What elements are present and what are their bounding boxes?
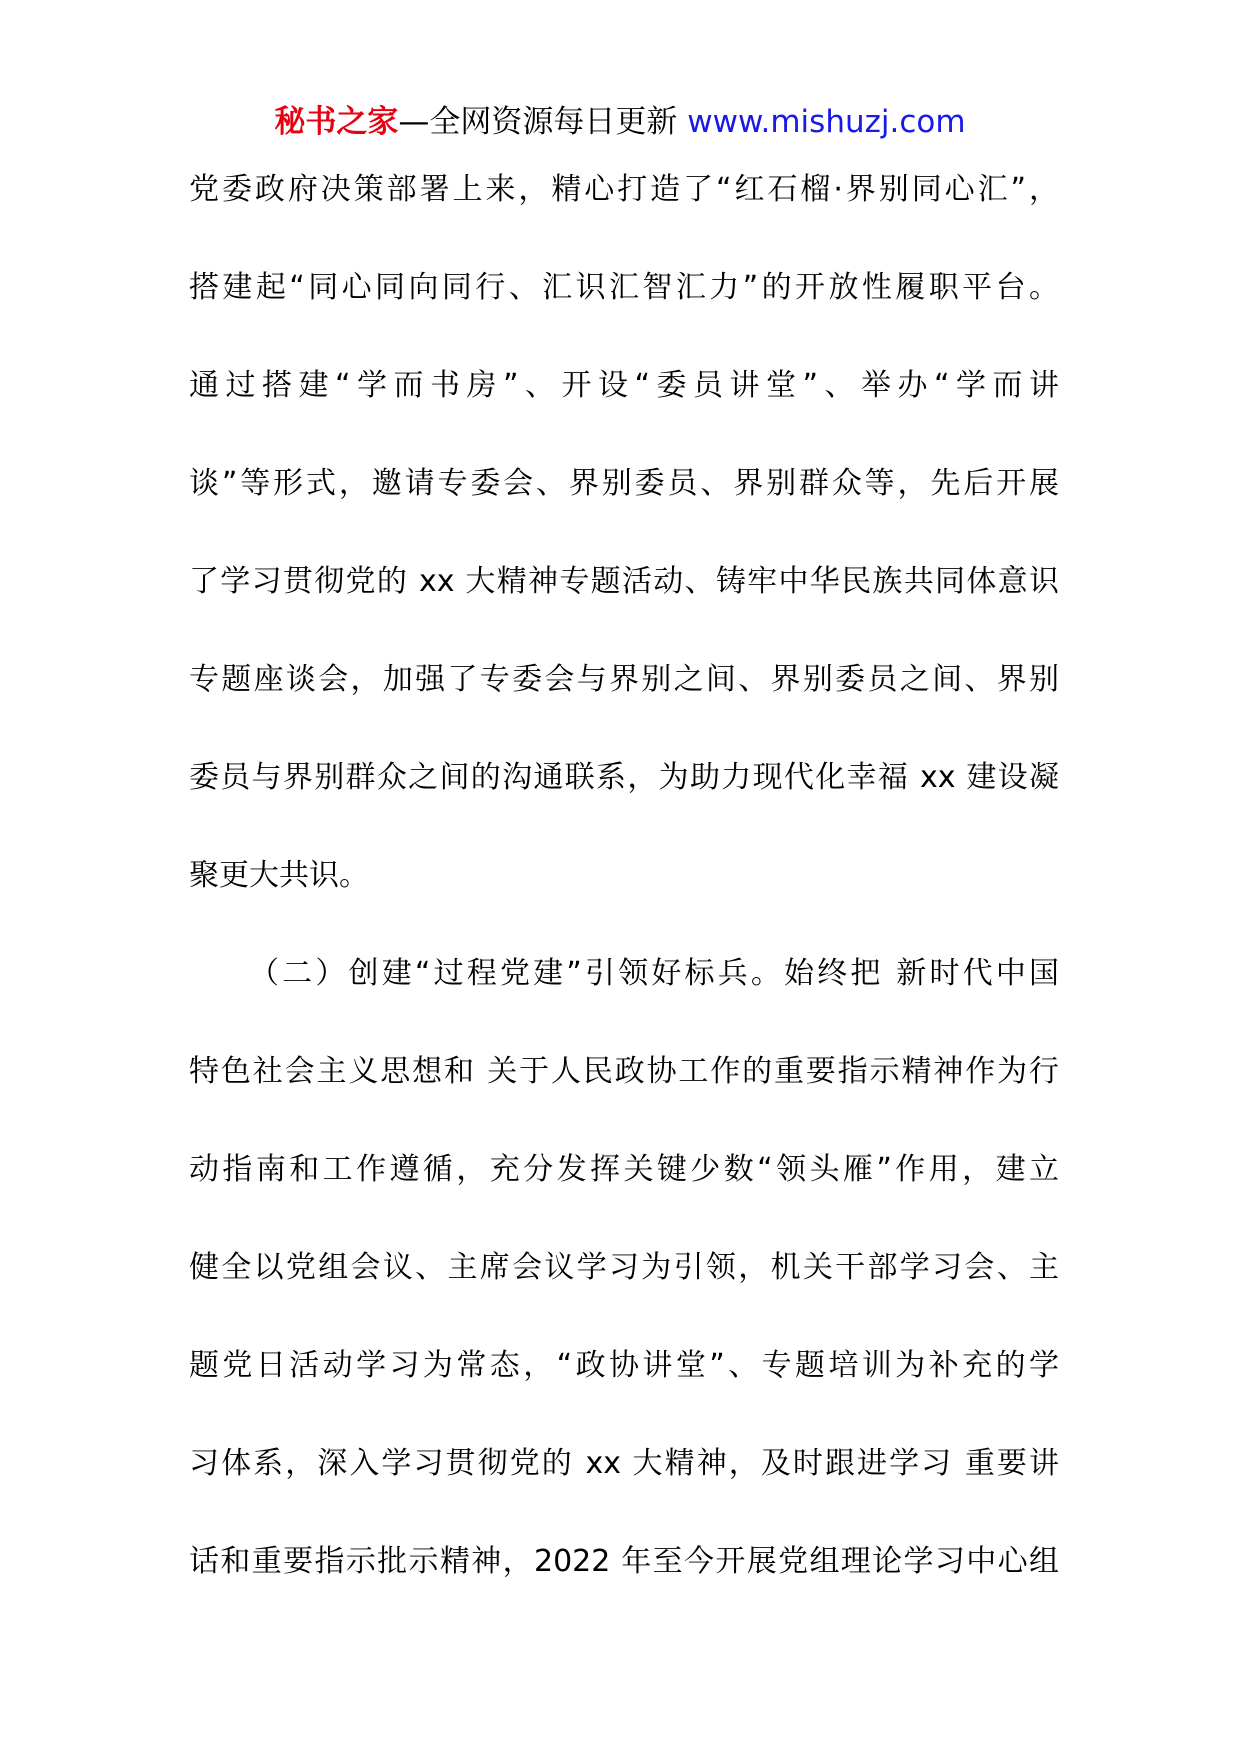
text-line: 特色社会主义思想和 关于人民政协工作的重要指示精神作为行 — [189, 1054, 1059, 1089]
text-line: 题党日活动学习为常态，“政协讲堂”、专题培训为补充的学 — [189, 1348, 1059, 1383]
text-line: 动指南和工作遵循，充分发挥关键少数“领头雁”作用，建立 — [189, 1152, 1059, 1187]
text-line: 党委政府决策部署上来，精心打造了“红石榴·界别同心汇”， — [189, 172, 1059, 207]
text-line: 委员与界别群众之间的沟通联系，为助力现代化幸福 xx 建设凝 — [189, 760, 1059, 795]
section-heading-line: （二）创建“过程党建”引领好标兵。始终把 新时代中国 — [249, 956, 1059, 991]
text-line: 话和重要指示批示精神，2022 年至今开展党组理论学习中心组 — [189, 1544, 1059, 1579]
text-line: 了学习贯彻党的 xx 大精神专题活动、铸牢中华民族共同体意识 — [189, 564, 1059, 599]
document-body — [189, 170, 1059, 1640]
paragraph-end-line: 聚更大共识。 — [189, 858, 369, 893]
text-line: 谈”等形式，邀请专委会、界别委员、界别群众等，先后开展 — [189, 466, 1059, 501]
brand-name: 秘书之家 — [274, 104, 399, 140]
text-line: 专题座谈会，加强了专委会与界别之间、界别委员之间、界别 — [189, 662, 1059, 697]
text-line: 健全以党组会议、主席会议学习为引领，机关干部学习会、主 — [189, 1250, 1059, 1285]
header-tagline: —全网资源每日更新 — [398, 104, 678, 140]
site-header — [0, 102, 1240, 142]
text-line: 通过搭建“学而书房”、开设“委员讲堂”、举办“学而讲 — [189, 368, 1059, 403]
site-url-link[interactable]: www.mishuzj.com — [687, 104, 966, 140]
text-line: 搭建起“同心同向同行、汇识汇智汇力”的开放性履职平台。 — [189, 270, 1059, 305]
text-line: 习体系，深入学习贯彻党的 xx 大精神，及时跟进学习 重要讲 — [189, 1446, 1059, 1481]
